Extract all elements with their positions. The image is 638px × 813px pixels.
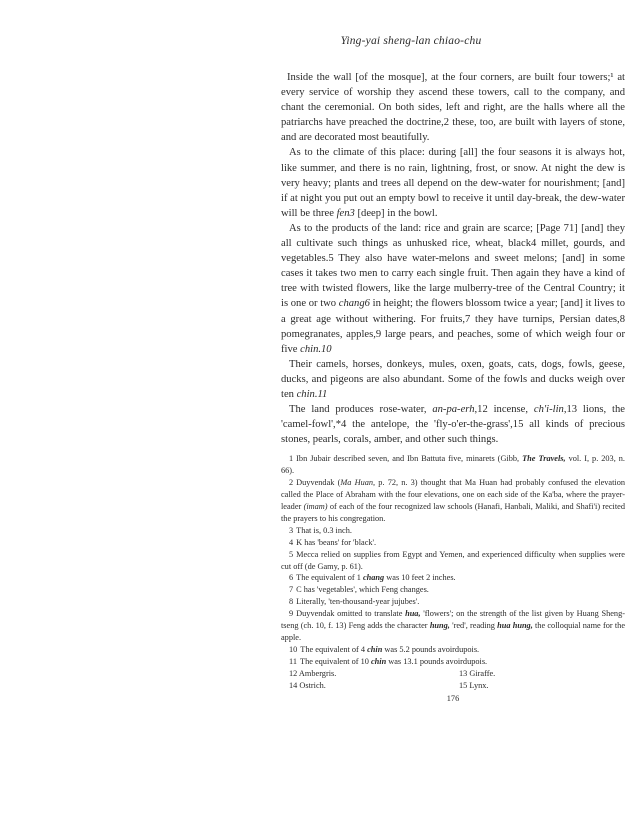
footnote-term: (imam)	[303, 501, 328, 511]
footnote-text: Ibn Jubair described seven, and Ibn Battuta five, minarets (Gibb,	[296, 454, 523, 464]
term-italic: ch'i-lin	[533, 404, 564, 416]
paragraph-text: The land produces rose-water,	[289, 404, 433, 416]
footnote-text: The equivalent of 1	[296, 573, 363, 583]
paragraph-text: ,12 incense,	[474, 404, 534, 416]
footnote: 12 Ambergris.	[289, 668, 337, 678]
footnote-term: chin	[367, 644, 383, 654]
term-italic: fen3	[336, 207, 355, 219]
footnote	[281, 644, 625, 656]
paragraph-towers	[281, 70, 625, 145]
footnote-text: Duyvendak (	[296, 478, 341, 488]
paragraph-text: Their camels, horses, donkeys, mules, oxen, goats, cats, dogs, fowls, geese, ducks, and pigeons are also abundant. Some of the fowls and ducks weigh over ten	[281, 358, 625, 400]
footnote-text: That is, 0.3 inch.	[296, 525, 352, 535]
running-head: Ying-yai sheng-lan chiao-chu	[340, 35, 482, 47]
footnote: 14 Ostrich.	[289, 680, 326, 690]
footnote-text: C has 'vegetables', which Feng changes.	[296, 585, 429, 595]
footnote: 15 Lynx.	[459, 680, 489, 690]
footnotes	[281, 453, 625, 691]
footnote-term: hua hung,	[497, 621, 533, 631]
footnote-text: K has 'beans' for 'black'.	[296, 537, 377, 547]
term-italic: chin.11	[296, 388, 328, 400]
footnote	[281, 656, 625, 668]
page-number: 176	[446, 694, 460, 704]
paragraph-text: in height; the flowers blossom twice a year; [and] it lives to a great age without withering. For fruits,7 they have turnips, Persian dates,8 pomegranates, apples,9 large pears, and peaches, some of which weigh four or five	[281, 298, 626, 355]
footnote-number: 3	[289, 525, 294, 535]
term-italic: chin.10	[300, 343, 332, 355]
footnote-text: was 10 feet 2 inches.	[384, 573, 456, 583]
footnote-term: chin	[370, 656, 387, 666]
footnote-text: vol. I, p. 203, n. 66).	[281, 454, 625, 476]
footnote-number: 11	[289, 656, 297, 666]
footnote	[281, 477, 625, 525]
footnote-text: the colloquial name for the apple.	[281, 621, 625, 642]
paragraph-climate	[281, 145, 625, 220]
footnote	[281, 549, 625, 573]
footnote: 13 Giraffe.	[459, 668, 496, 678]
footnote	[281, 537, 625, 549]
footnote	[281, 525, 625, 537]
paragraph-land-produce	[281, 402, 625, 447]
footnote-number: 10	[289, 644, 298, 654]
footnote-title: Ma Huan,	[340, 478, 376, 488]
footnote-text: was 5.2 pounds avoirdupois.	[382, 644, 480, 654]
footnote-number: 1	[289, 454, 294, 464]
footnote-text: The equivalent of 10	[300, 656, 371, 666]
term-italic: chang6	[338, 298, 370, 310]
footnote-pair	[281, 668, 625, 680]
term-italic: an-pa-erh	[432, 404, 475, 416]
footnote-number: 6	[289, 573, 294, 583]
paragraph-text: [deep] in the bowl.	[354, 207, 438, 219]
footnote-number: 4	[289, 537, 294, 547]
footnote-number: 8	[289, 597, 294, 607]
paragraph-animals	[281, 357, 625, 402]
footnote-number: 9	[289, 609, 294, 619]
footnote-text: 'flowers'; on the strength of the list given by Huang Sheng-tseng (ch. 10, f. 13) Feng adds the character	[281, 609, 625, 631]
footnote	[281, 453, 625, 477]
footnote-text: The equivalent of 4	[300, 644, 368, 654]
footnote-term: chang	[362, 573, 385, 583]
footnote	[281, 608, 625, 644]
footnote-number: 7	[289, 585, 294, 595]
footnote-text: Duyvendak omitted to translate	[296, 609, 406, 619]
footnote-text: p. 72, n. 3) thought that Ma Huan had probably confused the elevation called the Place of Abraham with the four elevations, one on each side of the Ka'ba, where the prayer-leader	[281, 478, 625, 511]
footnote-text: of each of the four recognized law schools (Hanafi, Hanbali, Maliki, and Shafi'i) recited the prayers to his congregation.	[281, 501, 625, 523]
paragraph-text: Inside the wall [of the mosque], at the four corners, are built four towers;¹ at every service of worship they ascend these towers, call to the company, and chant the ceremonial. On both sides, left and right, are the halls where all the patriarchs have preached the doctrine,2 these, too, are built with layers of stone, and are decorated most beautifully.	[281, 72, 625, 144]
footnote	[281, 572, 625, 584]
footnote-number: 2	[289, 478, 294, 488]
footnote-number: 5	[289, 549, 294, 559]
footnote-term: hung,	[429, 621, 450, 631]
footnote-title: The Travels,	[522, 454, 566, 464]
footnote-text: Mecca relied on supplies from Egypt and Yemen, and experienced difficulty when supplies were cut off (de Gamy, p. 61).	[281, 549, 625, 571]
footnote-text: Literally, 'ten-thousand-year jujubes'.	[296, 597, 420, 607]
footnote-text: 'red', reading	[449, 621, 498, 631]
body-text	[281, 70, 625, 704]
footnote	[281, 584, 625, 596]
footnote-pair	[281, 680, 625, 692]
paragraph-products	[281, 221, 625, 357]
footnote-term: hua,	[405, 609, 421, 619]
paragraph-text: As to the climate of this place: during [all] the four seasons it is always hot, like summer, and there is no rain, lightning, frost, or snow. At night the dew is very heavy; plants and trees all depend on the dew-water for nourishment; [and] if at night you put out an empty bowl to receive it until day-break, the dew-water will be three	[281, 147, 625, 219]
footnote	[281, 596, 625, 608]
paragraph-text: As to the products of the land: rice and grain are scarce; [Page 71] [and] they all cultivate such things as unhusked rice, wheat, black4 millet, gourds, and vegetables.5 They also have water-melons and sweet melons; [and] in some cases it takes two men to carry each single fruit. Then again they have a kind of tree with twisted flowers, like the large mulberry-tree of the Central Country; it is one or two	[281, 222, 625, 310]
footnote-text: was 13.1 pounds avoirdupois.	[386, 656, 488, 666]
paragraph-text: ,13 lions, the 'camel-fowl',*4 the antelope, the 'fly-o'er-the-grass',15 all kinds of precious stones, pearls, corals, amber, and other such things.	[281, 404, 625, 446]
